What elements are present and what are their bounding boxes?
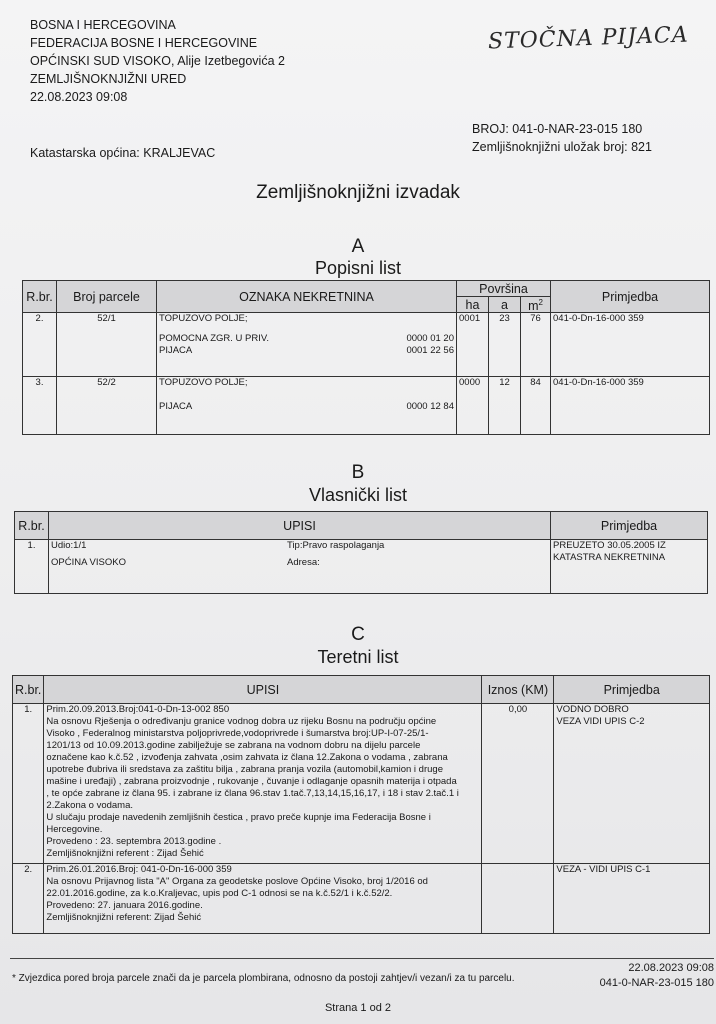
- section-b-letter: B: [351, 462, 365, 483]
- row-remark: PREUZETO 30.05.2005 IZ KATASTRA NEKRETNINA: [551, 540, 708, 594]
- table-row: [15, 540, 708, 594]
- property-item-area: 0000 12 84: [406, 401, 454, 413]
- col-header-amount: Iznos (KM): [482, 676, 554, 704]
- entry-line: mašine i uređaji) , zabrana proizvodnje , rukovanje , čuvanje i odlaganje opasnih materija i otpada: [46, 776, 457, 787]
- section-c-title: Teretni list: [317, 647, 399, 667]
- col-header-property: OZNAKA NEKRETNINA: [157, 281, 457, 313]
- row-remark: [554, 704, 710, 864]
- popisni-list-table: [22, 280, 710, 435]
- encumbrance-entry: [44, 864, 482, 934]
- area-a: 12: [489, 377, 521, 435]
- col-header-remark: Primjedba: [551, 512, 708, 540]
- cadastral-municipality: Katastarska općina: KRALJEVAC: [30, 146, 216, 160]
- table-row: [23, 313, 710, 377]
- remark-line: VODNO DOBRO: [556, 704, 629, 715]
- entry-line: U slučaju prodaje navedenih zemljišnih čestica , pravo preče kupnje ima Federacija Bosne i: [46, 812, 431, 823]
- property-item-area: 0001 22 56: [406, 345, 454, 357]
- parcel-number: 52/1: [57, 313, 157, 377]
- property-location: TOPUZOVO POLJE;: [159, 313, 248, 325]
- page-number: Strana 1 od 2: [324, 1002, 392, 1014]
- col-header-parcel-number: Broj parcele: [57, 281, 157, 313]
- amount: 0,00: [482, 704, 554, 864]
- entry-line: 1201/13 od 10.09.2013.godine zabilježuje se zabrana na vodnom dobru na dijelu parcele: [46, 740, 421, 751]
- table-row: [23, 377, 710, 435]
- amount: [482, 864, 554, 934]
- col-header-entries: UPISI: [49, 512, 551, 540]
- table-row: [13, 864, 710, 934]
- entry-line: Hercegovine.: [46, 824, 103, 835]
- header-line-federation: FEDERACIJA BOSNE I HERCEGOVINE: [30, 36, 258, 50]
- row-remark: 041-0-Dn-16-000 359: [551, 313, 710, 377]
- col-header-rbr: R.br.: [23, 281, 57, 313]
- handwritten-note: STOČNA PIJACA: [487, 22, 690, 55]
- property-item-label: PIJACA: [159, 345, 193, 357]
- row-number: 1.: [13, 704, 44, 864]
- owner-address: Adresa:: [287, 557, 320, 568]
- entry-line: Visoko , Federalnog ministarstva poljoprivrede,vodoprivrede i šumarstva broj:UP-I-07-25/1-: [46, 728, 429, 739]
- table-row: [13, 704, 710, 864]
- area-ha: 0000: [457, 377, 489, 435]
- property-location: TOPUZOVO POLJE;: [159, 377, 248, 389]
- property-item-label: POMOCNA ZGR. U PRIV.: [159, 333, 269, 345]
- owner-name: OPĆINA VISOKO: [51, 557, 126, 568]
- footer-date: 22.08.2023 09:08: [628, 962, 714, 974]
- entry-line: Zemljišnoknjižni referent : Zijad Šehić: [46, 848, 204, 859]
- row-remark: 041-0-Dn-16-000 359: [551, 377, 710, 435]
- row-remark: [554, 864, 710, 934]
- entry-line: Provedeno : 23. septembra 2013.godine .: [46, 836, 222, 847]
- document-number: BROJ: 041-0-NAR-23-015 180: [472, 122, 643, 136]
- entry-line: Prim.20.09.2013.Broj:041-0-Dn-13-002 850: [46, 704, 230, 715]
- share: Udio:1/1: [51, 540, 87, 551]
- encumbrance-entry: [44, 704, 482, 864]
- area-a: 23: [489, 313, 521, 377]
- entry-line: označene kao k.č.52 , izvođenja zahvata ,osim zahvata iz člana 12.Zakona o vodama , zabrana: [46, 752, 448, 763]
- remark-line: VEZA - VIDI UPIS C-1: [556, 864, 651, 875]
- teretni-list-table: [12, 675, 710, 934]
- footer-divider: [10, 958, 714, 959]
- section-a-letter: A: [351, 236, 365, 257]
- property-description: [157, 313, 457, 377]
- header-line-office: ZEMLJIŠNOKNJIŽNI URED: [30, 72, 187, 86]
- area-ha: 0001: [457, 313, 489, 377]
- col-header-area: Površina: [457, 281, 551, 297]
- entry-line: 2.Zakona o vodama.: [46, 800, 134, 811]
- col-header-ha: ha: [457, 297, 489, 313]
- property-item-label: PIJACA: [159, 401, 193, 413]
- col-header-rbr: R.br.: [15, 512, 49, 540]
- document-title: Zemljišnoknjižni izvadak: [256, 182, 460, 203]
- section-b-title: Vlasnički list: [308, 485, 408, 505]
- col-header-entries: UPISI: [44, 676, 482, 704]
- property-item-area: 0000 01 20: [406, 333, 454, 345]
- parcel-number: 52/2: [57, 377, 157, 435]
- footer-document-number: 041-0-NAR-23-015 180: [599, 977, 714, 989]
- col-header-remark: Primjedba: [554, 676, 710, 704]
- area-m2: 76: [521, 313, 551, 377]
- property-description: [157, 377, 457, 435]
- section-a-title: Popisni list: [314, 258, 402, 278]
- footer-note: * Zvjezdica pored broja parcele znači da je parcela plombirana, odnosno da postoji zahtjev/i vezan/i za tu parcelu.: [12, 973, 515, 984]
- vlasnicki-list-table: [14, 511, 708, 594]
- row-number: 3.: [23, 377, 57, 435]
- entry-line: , te opće zabrane iz člana 95. i zabrane iz člana 96.stav 1.tač.7,13,14,15,16,17, i 18 i stav 2.tač.1 i: [46, 788, 459, 799]
- header-line-datetime: 22.08.2023 09:08: [30, 90, 128, 104]
- entry-line: upotrebe đubriva ili sredstava za zaštitu bilja , zabrana pranja vozila (automobil,kamion i druge: [46, 764, 443, 775]
- header-line-country: BOSNA I HERCEGOVINA: [30, 18, 176, 32]
- area-m2: 84: [521, 377, 551, 435]
- entry-line: 22.01.2016.godine, za k.o.Kraljevac, upis pod C-1 odnosi se na k.č.52/1 i k.č.52/2.: [46, 888, 393, 899]
- header-line-court: OPĆINSKI SUD VISOKO, Alije Izetbegovića 2: [30, 54, 285, 68]
- remark-line: VEZA VIDI UPIS C-2: [556, 716, 645, 727]
- entry-line: Provedeno: 27. januara 2016.godine.: [46, 900, 203, 911]
- col-header-remark: Primjedba: [551, 281, 710, 313]
- row-number: 2.: [23, 313, 57, 377]
- ownership-type: Tip:Pravo raspolaganja: [287, 540, 385, 551]
- row-number: 2.: [13, 864, 44, 934]
- row-number: 1.: [15, 540, 49, 594]
- entry-line: Prim.26.01.2016.Broj: 041-0-Dn-16-000 359: [46, 864, 232, 875]
- entry-line: Na osnovu Prijavnog lista "A" Organa za geodetske poslove Općine Visoko, broj 1/2016 od: [46, 876, 428, 887]
- entry-line: Na osnovu Rješenja o određivanju granice vodnog dobra uz rijeku Bosnu na području općine: [46, 716, 437, 727]
- section-c-letter: C: [351, 624, 365, 645]
- col-header-rbr: R.br.: [13, 676, 44, 704]
- col-header-a: a: [489, 297, 521, 313]
- court-header: [30, 16, 285, 106]
- col-header-m2: $m^2$: [521, 297, 551, 313]
- folio-number: Zemljišnoknjižni uložak broj: 821: [472, 140, 652, 154]
- entry-line: Zemljišnoknjižni referent: Zijad Šehić: [46, 912, 202, 923]
- owner-entry: [49, 540, 551, 594]
